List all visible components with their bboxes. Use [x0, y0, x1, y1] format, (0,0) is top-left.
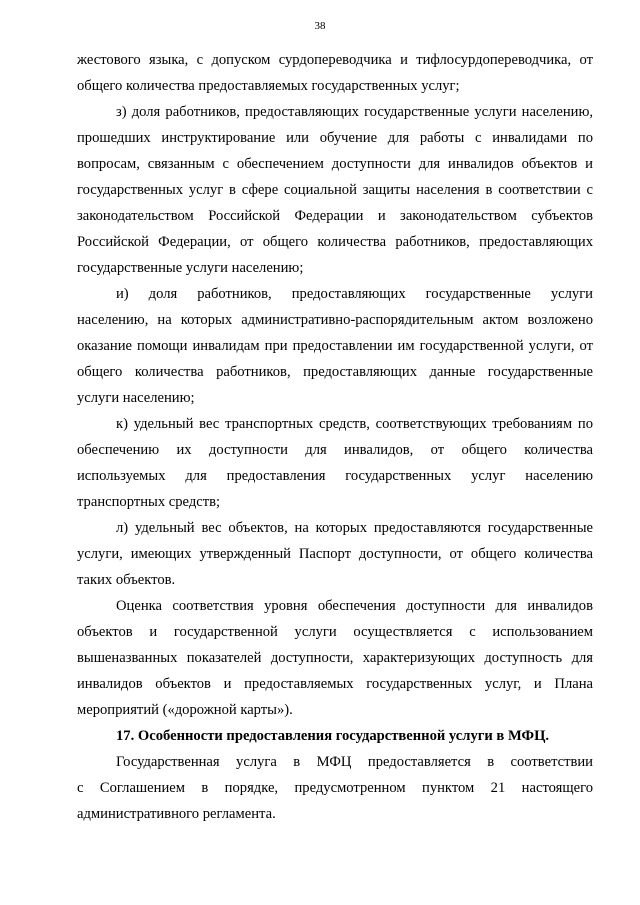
- text-line: законодательством Российской Федерации и законодательством субъектов: [77, 208, 593, 224]
- text-line: Оценка соответствия уровня обеспечения доступности для инвалидов: [116, 598, 593, 614]
- text-line: инвалидов объектов и предоставляемых государственных услуг, и Плана: [77, 676, 593, 692]
- paragraph: [77, 593, 593, 723]
- text-line: услуги населению;: [77, 390, 195, 406]
- text-line: жестового языка, с допуском сурдопереводчика и тифлосурдопереводчика, от: [77, 52, 593, 68]
- text-line: обеспечению их доступности для инвалидов, от общего количества: [77, 442, 593, 458]
- text-line: 17. Особенности предоставления государственной услуги в МФЦ.: [116, 728, 550, 744]
- paragraph: [77, 47, 593, 99]
- text-line: населению, на которых административно-распорядительным актом возложено: [77, 312, 593, 328]
- text-line: л) удельный вес объектов, на которых предоставляются государственные: [116, 520, 593, 536]
- text-line: Российской Федерации, от общего количества работников, предоставляющих: [77, 234, 593, 250]
- paragraph: [77, 411, 593, 515]
- text-line: услуги, имеющих утвержденный Паспорт доступности, от общего количества: [77, 546, 593, 562]
- text-line: з) доля работников, предоставляющих государственные услуги населению,: [116, 104, 593, 120]
- text-line: таких объектов.: [77, 572, 176, 588]
- text-line: государственных услуг в сфере социальной защиты населения в соответствии с: [77, 182, 593, 198]
- paragraph: [77, 749, 593, 827]
- page-number: 38: [314, 20, 326, 32]
- text-line: и) доля работников, предоставляющих государственные услуги: [116, 286, 593, 302]
- text-line: вопросам, связанным с обеспечением доступности для инвалидов объектов и: [77, 156, 593, 172]
- text-line: общего количества предоставляемых государственных услуг;: [77, 78, 460, 94]
- text-line: транспортных средств;: [77, 494, 221, 510]
- text-line: мероприятий («дорожной карты»).: [77, 702, 293, 718]
- text-line: с Соглашением в порядке, предусмотренном пунктом 21 настоящего: [77, 780, 593, 796]
- text-line: прошедших инструктирование или обучение для работы с инвалидами по: [77, 130, 593, 146]
- paragraph: [77, 515, 593, 593]
- paragraph: [77, 281, 593, 411]
- text-line: вышеназванных показателей доступности, характеризующих доступность для: [77, 650, 593, 666]
- text-line: Государственная услуга в МФЦ предоставляется в соответствии: [116, 754, 593, 770]
- text-line: объектов и государственной услуги осуществляется с использованием: [77, 624, 593, 640]
- section-heading: [77, 723, 593, 749]
- text-line: государственные услуги населению;: [77, 260, 304, 276]
- text-line: общего количества работников, предоставляющих данные государственные: [77, 364, 593, 380]
- text-line: к) удельный вес транспортных средств, соответствующих требованиям по: [116, 416, 593, 432]
- text-line: административного регламента.: [77, 806, 276, 822]
- text-line: оказание помощи инвалидам при предоставлении им государственной услуги, от: [77, 338, 593, 354]
- paragraph: [77, 99, 593, 281]
- document-body: [77, 47, 593, 827]
- text-line: используемых для предоставления государственных услуг населению: [77, 468, 593, 484]
